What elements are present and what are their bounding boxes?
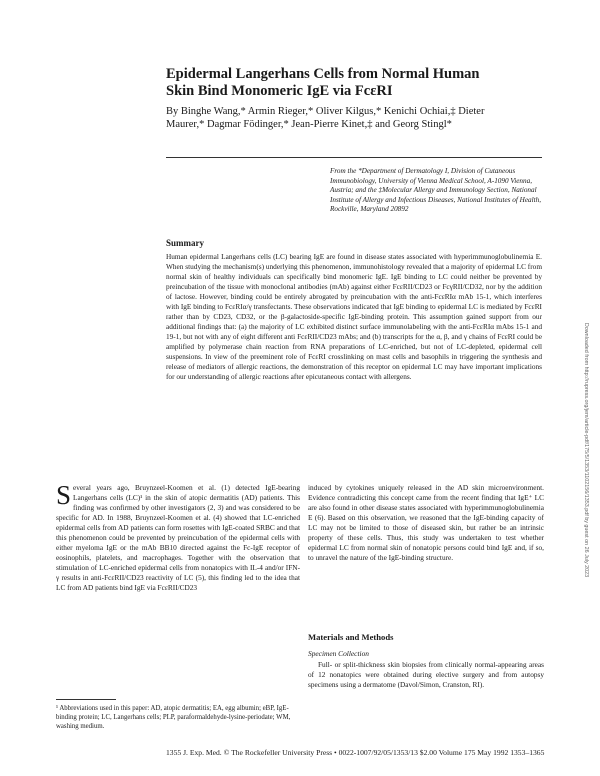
author-list: By Binghe Wang,* Armin Rieger,* Oliver Kilgus,* Kenichi Ochiai,‡ Dieter Maurer,* Dagmar Födinger,* Jean-Pierre Kinet,‡ and Georg Stingl*: [166, 106, 485, 130]
footnote: ¹ Abbreviations used in this paper: AD, atopic dermatitis; EA, egg albumin; eBP, IgE-binding protein; LC, Langerhans cells; PLP, paraformaldehyde-lysine-periodate; WM, washing medium.: [56, 705, 291, 730]
intro-left-text: everal years ago, Bruynzeel-Koomen et al. (1) detected IgE-bearing Langerhans cells (LC)¹ in the skin of atopic dermatitis (AD) patients. This finding was confirmed by other investigators (2, 3) and was considered to be specific for AD. In 1988, Bruynzeel-Koomen et al. (4) showed that LC-enriched epidermal cells from AD patients can form rosettes with IgE-coated SRBC and that this phenomenon could be prevented by preincubation of the epidermal cells with either myeloma IgE or the mAb BB10 directed against the Fc-IgE receptor of eosinophils, platelets, and macrophages. Together with the observation that stimulation of LC-enriched epidermal cells from nonatopics with IL-4 and/or IFN-γ results in anti-FcεRII/CD23 reactivity of LC (5), this finding led to the idea that LC from AD patients bind IgE via FcεRII/CD23: [56, 483, 300, 592]
article-title: Epidermal Langerhans Cells from Normal Human Skin Bind Monomeric IgE via FcεRI: [166, 66, 480, 99]
intro-left-column: [56, 480, 300, 593]
summary-text: Human epidermal Langerhans cells (LC) bearing IgE are found in disease states associated with hyperimmunoglobulinemia E. When studying the mechanism(s) underlying this phenomenon, immunohistology revealed that a majority of epidermal LC from normal skin of healthy individuals can specifically bind monomeric IgE. IgE binding to LC could neither be prevented by preincubation of the tissue with monoclonal antibodies (mAb) against either FcεRII/CD23 or FcγRII/CD32, nor by the addition of lactose. However, binding could be entirely abrogated by preincubation with the anti-FcεRIα mAb 15-1, which interferes with IgE binding to FcεRIα/γ transfectants. These observations indicated that IgE binding to epidermal LC is mediated by FcεRI rather than by CD23, CD32, or the β-galactoside-specific IgE-binding protein. This assumption gained support from our additional findings that: (a) the majority of LC exhibited distinct surface immunolabeling with the anti-FcεRIα mAbs 15-1 and 19-1, but not with any of eight different anti FcεRII/CD23 mAbs; and (b) transcripts for the α, β, and γ chains of FcεRI could be amplified by polymerase chain reaction from RNA preparations of LC-enriched, but not of LC-depleted, epidermal cell suspensions. In view of the preeminent role of FcεRI crosslinking on mast cells and basophils in triggering the synthesis and release of mediators of allergic reactions, the demonstration of this receptor on epidermal LC may have important implications for our understanding of allergic reactions after epicutaneous contact with allergens.: [166, 252, 542, 381]
methods-heading: Materials and Methods: [308, 632, 394, 642]
download-watermark: [580, 230, 592, 670]
specimen-heading: Specimen Collection: [308, 649, 369, 658]
download-watermark-text: Downloaded from http://rupress.org/jem/article-pdf/175/5/1353/1102156/1353.pdf by guest on 26 July 2023: [583, 322, 589, 578]
footnote-rule: [56, 699, 116, 700]
affiliation: From the *Department of Dermatology I, Division of Cutaneous Immunobiology, University of Vienna Medical School, A-1090 Vienna, Austria; and the ‡Molecular Allergy and Immunology Section, National Institute of Allergy and Infectious Diseases, National Institutes of Health, Rockville, Maryland 20892: [330, 167, 542, 214]
divider-top: [166, 157, 542, 158]
drop-cap: S: [56, 480, 72, 510]
specimen-text: Full- or split-thickness skin biopsies from clinically normal-appearing areas of 12 nonatopics were obtained during elective surgery and from autopsy specimens using a dermatome (Davol/Simon, Cranston, RI).: [308, 660, 544, 689]
intro-right-column: induced by cytokines uniquely released in the AD skin microenvironment. Evidence contradicting this concept came from the recent finding that IgE⁺ LC are also found in other disease states associated with hyperimmunoglobulinemia E (6). Based on this observation, we reasoned that the IgE-binding capacity of LC may not be limited to those of diseased skin, but rather be an intrinsic property of these cells. Thus, this study was undertaken to test whether epidermal LC from normal skin of nonatopic persons could bind IgE and, if so, to unravel the nature of the IgE-binding structure.: [308, 483, 544, 562]
page-footer: 1355 J. Exp. Med. © The Rockefeller University Press • 0022-1007/92/05/1353/13 $2.00 Volume 175 May 1992 1353–1365: [166, 748, 545, 757]
summary-heading: Summary: [166, 238, 204, 248]
